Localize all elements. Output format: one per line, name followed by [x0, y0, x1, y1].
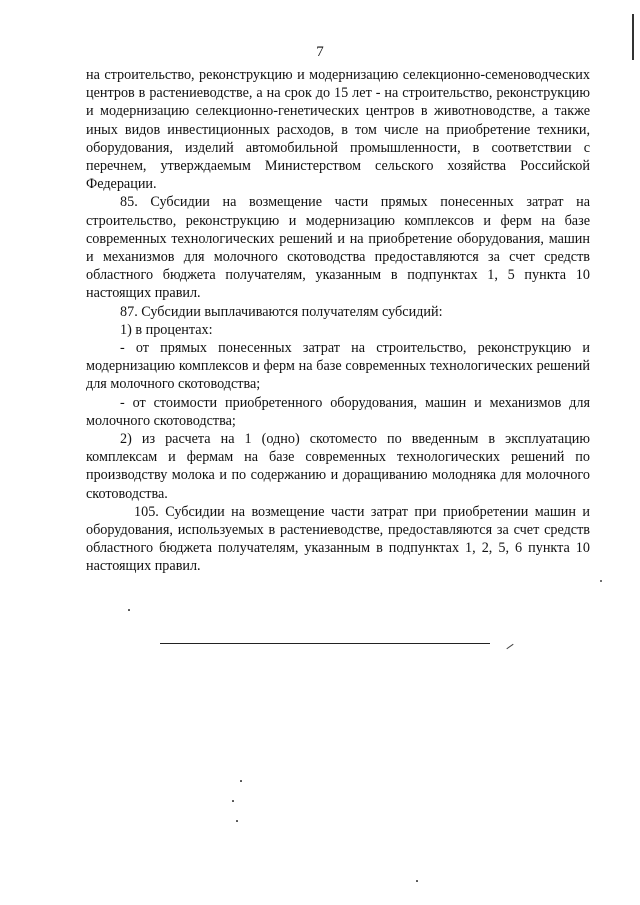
subitem-1-dash-a: - от прямых понесенных затрат на строительство, реконструкцию и модернизацию комплексов и ферм на базе современных технологических решений для молочного скотоводства;: [86, 340, 590, 393]
paragraph-continuation: на строительство, реконструкцию и модернизацию селекционно-семеноводческих центров в растениеводстве, а на срок до 15 лет - на строительство, реконструкцию и модернизацию селекционно-генетических центров в животноводстве, а также иных видов инвестиционных расходов, в том числе на приобретение техники, оборудования, изделий автомобильной промышленности, в соответствии с перечнем, утверждаемым Министерством сельского хозяйства Российской Федерации.: [86, 67, 590, 193]
scan-speck: [232, 800, 234, 802]
subitem-1-dash-b: - от стоимости приобретенного оборудования, машин и механизмов для молочного скотоводства;: [86, 394, 590, 429]
page-number: 7: [316, 44, 324, 60]
scan-speck: [416, 880, 418, 882]
paragraph-87: 87. Субсидии выплачиваются получателям субсидий:: [120, 303, 443, 320]
scan-speck: [128, 609, 130, 611]
scan-speck: [236, 820, 238, 822]
document-body: [86, 66, 590, 576]
subitem-2: 2) из расчета на 1 (одно) скотоместо по введенным в эксплуатацию комплексам и фермам на базе современных технологических решений по производству молока и по содержанию и доращиванию молодняка для молочного скотоводства.: [86, 431, 590, 502]
paragraph-85: 85. Субсидии на возмещение части прямых понесенных затрат на строительство, реконструкцию и модернизацию комплексов и ферм на базе современных технологических решений и на приобретение оборудования, машин и механизмов для молочного скотоводства предоставляются за счет средств областного бюджета получателям, указанным в подпунктах 1, 5 пункта 10 настоящих правил.: [86, 194, 590, 302]
subitem-1: 1) в процентах:: [120, 321, 213, 338]
scan-speck: [600, 580, 602, 582]
closing-rule: [160, 643, 490, 644]
scan-tick-mark: [506, 644, 513, 649]
paragraph-105: 105. Субсидии на возмещение части затрат при приобретении машин и оборудования, используемых в растениеводстве, предоставляются за счет средств областного бюджета получателям, указанным в подпунктах 1, 2, 5, 6 пункта 10 настоящих правил.: [86, 503, 590, 575]
scan-speck: [240, 780, 242, 782]
